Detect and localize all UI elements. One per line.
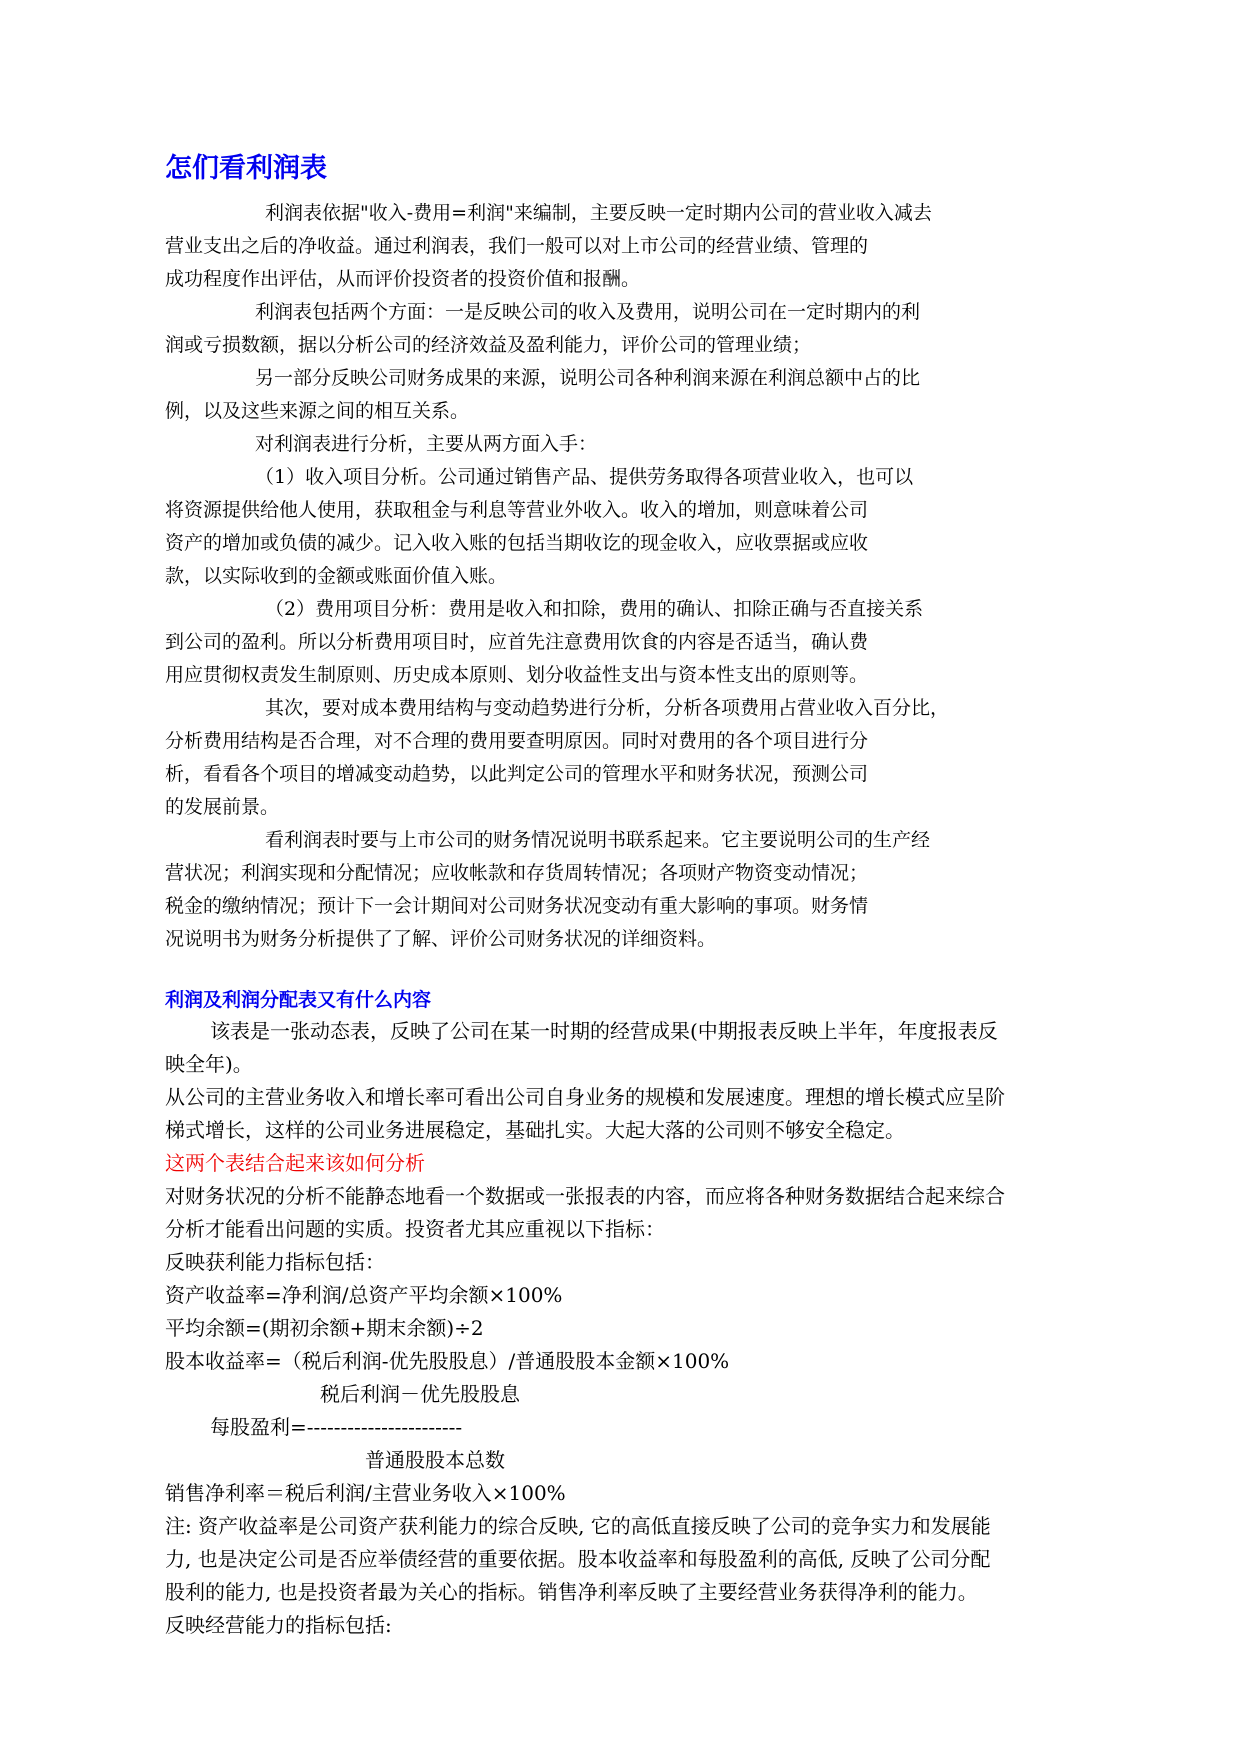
paragraph-line: 的发展前景。	[165, 796, 280, 818]
paragraph-line: 利润表包括两个方面：一是反映公司的收入及费用，说明公司在一定时期内的利	[255, 301, 921, 323]
paragraph-line: 析，看看各个项目的增减变动趋势，以此判定公司的管理水平和财务状况，预测公司	[165, 763, 869, 785]
paragraph-line: 股利的能力, 也是投资者最为关心的指标。销售净利率反映了主要经营业务获得净利的能力。	[165, 1580, 978, 1604]
paragraph-line: （1）收入项目分析。公司通过销售产品、提供劳务取得各项营业收入，也可以	[255, 466, 914, 488]
formula-denominator: 普通股股本总数	[365, 1448, 505, 1472]
paragraph-line: 营状况；利润实现和分配情况；应收帐款和存货周转情况；各项财产物资变动情况；	[165, 862, 869, 884]
paragraph-line: 利润表依据"收入-费用=利润"来编制，主要反映一定时期内公司的营业收入减去	[265, 202, 932, 224]
paragraph-line: 分析费用结构是否合理，对不合理的费用要查明原因。同时对费用的各个项目进行分	[165, 730, 869, 752]
paragraph-line: 成功程度作出评估，从而评价投资者的投资价值和报酬。	[165, 268, 641, 290]
paragraph-line: 分析才能看出问题的实质。投资者尤其应重视以下指标：	[165, 1217, 665, 1241]
formula-line: 每股盈利=-----------------------	[210, 1415, 463, 1439]
paragraph-line: 注: 资产收益率是公司资产获利能力的综合反映, 它的高低直接反映了公司的竞争实力和发展能	[165, 1514, 991, 1538]
paragraph-line: 该表是一张动态表，反映了公司在某一时期的经营成果(中期报表反映上半年，年度报表反	[210, 1019, 998, 1043]
formula-line: 资产收益率=净利润/总资产平均余额×100%	[165, 1283, 563, 1307]
paragraph-line: 款，以实际收到的金额或账面价值入账。	[165, 565, 508, 587]
paragraph-line: 润或亏损数额，据以分析公司的经济效益及盈利能力，评价公司的管理业绩；	[165, 334, 812, 356]
paragraph-line: 营业支出之后的净收益。通过利润表，我们一般可以对上市公司的经营业绩、管理的	[165, 235, 869, 257]
section-heading: 利润及利润分配表又有什么内容	[165, 989, 432, 1011]
paragraph-line: 梯式增长，这样的公司业务进展稳定，基础扎实。大起大落的公司则不够安全稳定。	[165, 1118, 905, 1142]
paragraph-line: 另一部分反映公司财务成果的来源，说明公司各种利润来源在利润总额中占的比	[255, 367, 921, 389]
formula-line: 股本收益率=（税后利润-优先股股息）/普通股股本金额×100%	[165, 1349, 730, 1373]
paragraph-line: 用应贯彻权责发生制原则、历史成本原则、划分收益性支出与资本性支出的原则等。	[165, 664, 869, 686]
page-title: 怎们看利润表	[165, 153, 327, 184]
formula-line: 销售净利率＝税后利润/主营业务收入×100%	[165, 1481, 566, 1505]
paragraph-line: 例，以及这些来源之间的相互关系。	[165, 400, 470, 422]
paragraph-line: 对财务状况的分析不能静态地看一个数据或一张报表的内容，而应将各种财务数据结合起来综合	[165, 1184, 1005, 1208]
paragraph-line: 资产的增加或负债的减少。记入收入账的包括当期收讫的现金收入，应收票据或应收	[165, 532, 869, 554]
paragraph-line: 看利润表时要与上市公司的财务情况说明书联系起来。它主要说明公司的生产经	[265, 829, 931, 851]
paragraph-line: 反映经营能力的指标包括:	[165, 1613, 392, 1637]
paragraph-line: 税金的缴纳情况；预计下一会计期间对公司财务状况变动有重大影响的事项。财务情	[165, 895, 869, 917]
paragraph-line: 到公司的盈利。所以分析费用项目时，应首先注意费用饮食的内容是否适当，确认费	[165, 631, 869, 653]
formula-numerator: 税后利润－优先股股息	[320, 1382, 520, 1406]
formula-line: 平均余额=(期初余额+期末余额)÷2	[165, 1316, 484, 1340]
section-heading-red: 这两个表结合起来该如何分析	[165, 1151, 425, 1175]
paragraph-line: 力, 也是决定公司是否应举债经营的重要依据。股本收益率和每股盈利的高低, 反映了公司分配	[165, 1547, 991, 1571]
paragraph-line: 对利润表进行分析，主要从两方面入手：	[255, 433, 598, 455]
paragraph-line: （2）费用项目分析：费用是收入和扣除，费用的确认、扣除正确与否直接关系	[265, 598, 924, 620]
paragraph-line: 其次，要对成本费用结构与变动趋势进行分析，分析各项费用占营业收入百分比，	[265, 697, 950, 719]
paragraph-line: 反映获利能力指标包括：	[165, 1250, 385, 1274]
paragraph-line: 从公司的主营业务收入和增长率可看出公司自身业务的规模和发展速度。理想的增长模式应呈阶	[165, 1085, 1005, 1109]
paragraph-line: 将资源提供给他人使用，获取租金与利息等营业外收入。收入的增加，则意味着公司	[165, 499, 869, 521]
paragraph-line: 况说明书为财务分析提供了了解、评价公司财务状况的详细资料。	[165, 928, 717, 950]
paragraph-line: 映全年)。	[165, 1052, 253, 1076]
